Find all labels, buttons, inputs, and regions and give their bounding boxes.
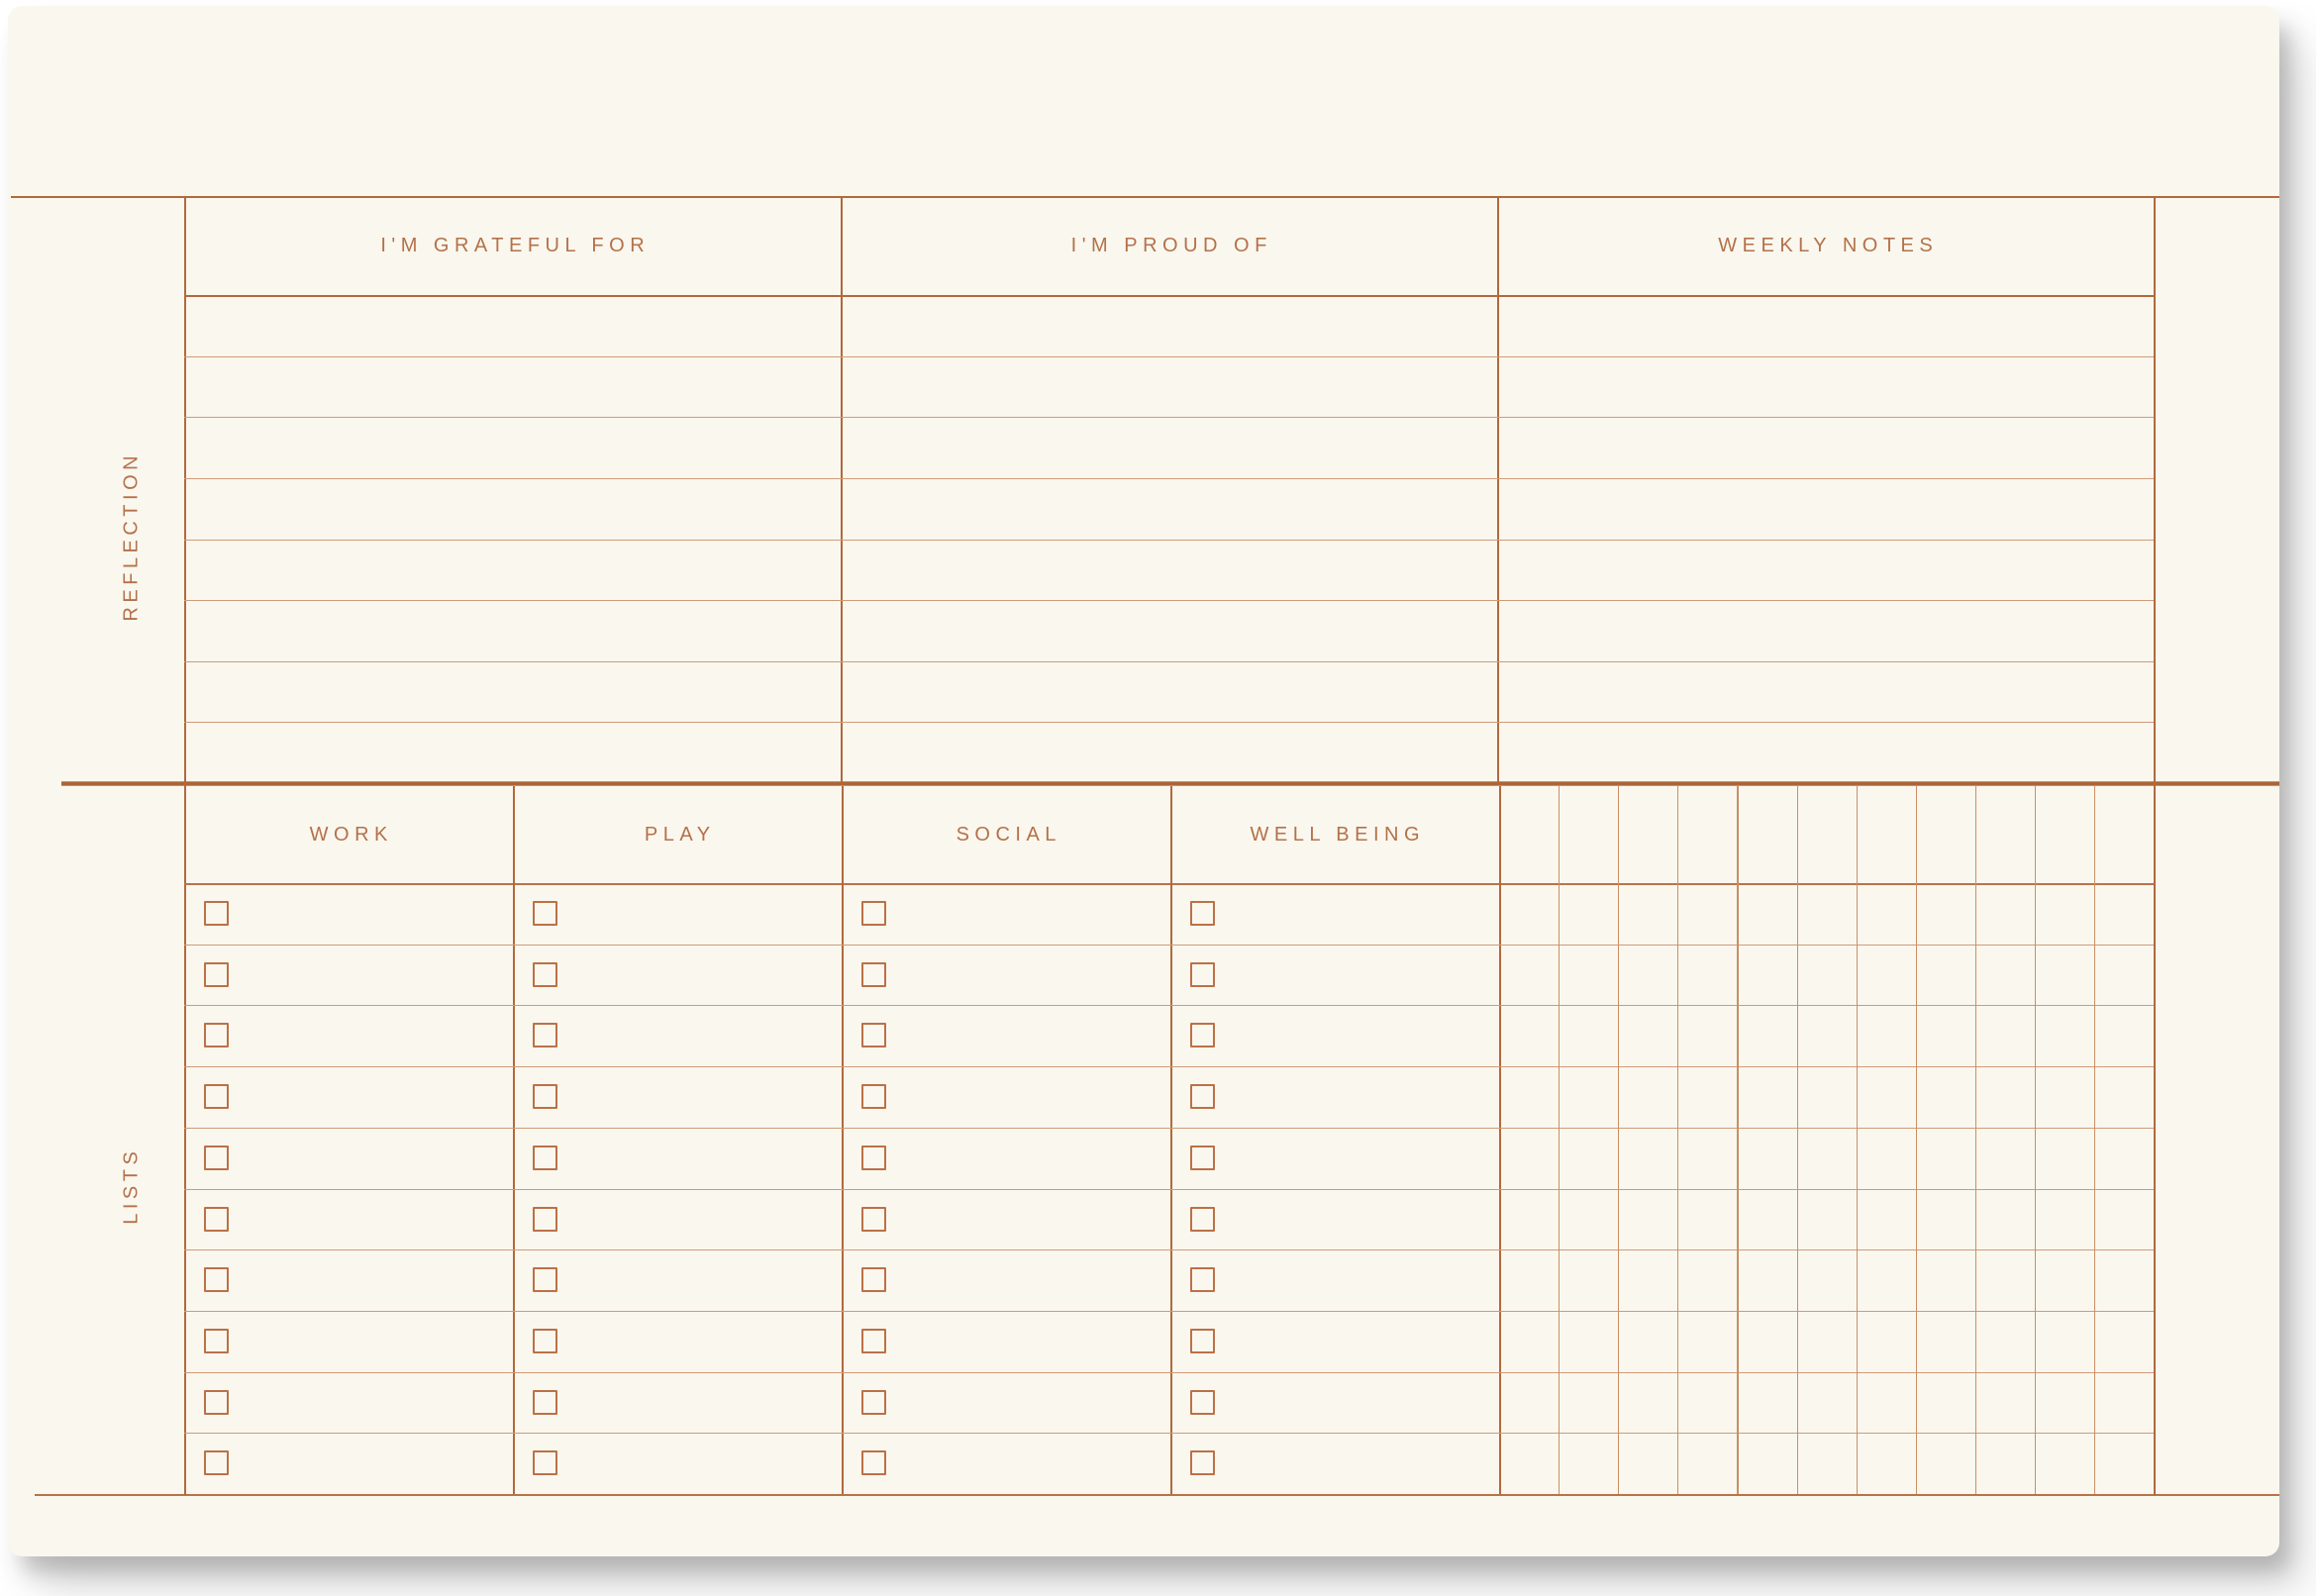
checkbox-social-row-9[interactable]: [861, 1390, 886, 1415]
checkbox-social-row-2[interactable]: [861, 962, 886, 987]
checkbox-play-row-9[interactable]: [533, 1390, 557, 1415]
checkbox-social-row-8[interactable]: [861, 1329, 886, 1353]
checkbox-work-row-5[interactable]: [204, 1146, 229, 1170]
lists-row-rule: [184, 1311, 2154, 1312]
checkbox-work-row-8[interactable]: [204, 1329, 229, 1353]
lists-row-rule: [184, 1128, 2154, 1129]
checkbox-play-row-8[interactable]: [533, 1329, 557, 1353]
checkbox-well-being-row-8[interactable]: [1190, 1329, 1215, 1353]
checkbox-work-row-3[interactable]: [204, 1023, 229, 1047]
checkbox-well-being-row-10[interactable]: [1190, 1450, 1215, 1475]
reflection-row-rule: [184, 356, 2154, 357]
proud-column-header: I'M PROUD OF: [1070, 234, 1272, 256]
habit-grid-line: [1857, 786, 1858, 1494]
checkbox-work-row-1[interactable]: [204, 901, 229, 926]
habit-grid-line: [1916, 786, 1917, 1494]
table-right-border: [2154, 196, 2156, 1495]
grateful-column-header: I'M GRATEFUL FOR: [380, 234, 651, 256]
checkbox-work-row-4[interactable]: [204, 1084, 229, 1109]
checkbox-well-being-row-6[interactable]: [1190, 1207, 1215, 1232]
lists-row-rule: [184, 1249, 2154, 1250]
checkbox-play-row-1[interactable]: [533, 901, 557, 926]
checkbox-social-row-1[interactable]: [861, 901, 886, 926]
lists-column-divider-3: [1170, 786, 1172, 1494]
lists-row-rule: [184, 1372, 2154, 1373]
checkbox-well-being-row-7[interactable]: [1190, 1267, 1215, 1292]
bottom-rule: [35, 1494, 2279, 1496]
habit-grid-line: [1975, 786, 1976, 1494]
lists-section-label: LISTS: [120, 1147, 143, 1225]
checkbox-well-being-row-9[interactable]: [1190, 1390, 1215, 1415]
lists-row-rule: [184, 1005, 2154, 1006]
reflection-row-rule: [184, 478, 2154, 479]
checkbox-play-row-10[interactable]: [533, 1450, 557, 1475]
lists-row-rule: [184, 945, 2154, 946]
work-column-header: WORK: [309, 823, 393, 846]
habit-grid-line: [1797, 786, 1798, 1494]
habit-grid-line: [2094, 786, 2095, 1494]
habit-grid-line: [2035, 786, 2036, 1494]
play-column-header: PLAY: [644, 823, 716, 846]
checkbox-work-row-6[interactable]: [204, 1207, 229, 1232]
habit-grid-line: [1677, 786, 1678, 1494]
checkbox-social-row-7[interactable]: [861, 1267, 886, 1292]
checkbox-work-row-9[interactable]: [204, 1390, 229, 1415]
reflection-row-rule: [184, 600, 2154, 601]
checkbox-well-being-row-2[interactable]: [1190, 962, 1215, 987]
lists-column-divider-2: [842, 786, 844, 1494]
checkbox-play-row-5[interactable]: [533, 1146, 557, 1170]
checkbox-play-row-2[interactable]: [533, 962, 557, 987]
checkbox-play-row-6[interactable]: [533, 1207, 557, 1232]
lists-header-bottom-rule: [184, 883, 2154, 885]
checkbox-social-row-6[interactable]: [861, 1207, 886, 1232]
checkbox-well-being-row-5[interactable]: [1190, 1146, 1215, 1170]
checkbox-work-row-7[interactable]: [204, 1267, 229, 1292]
checkbox-well-being-row-3[interactable]: [1190, 1023, 1215, 1047]
habit-grid-line: [1737, 786, 1738, 1494]
checkbox-well-being-row-4[interactable]: [1190, 1084, 1215, 1109]
well-being-column-header: WELL BEING: [1250, 823, 1425, 846]
reflection-header-bottom-rule: [184, 295, 2154, 297]
checkbox-social-row-3[interactable]: [861, 1023, 886, 1047]
reflection-row-rule: [184, 722, 2154, 723]
checkbox-social-row-4[interactable]: [861, 1084, 886, 1109]
weekly-notes-column-header: WEEKLY NOTES: [1718, 234, 1939, 256]
checkbox-work-row-10[interactable]: [204, 1450, 229, 1475]
checkbox-play-row-4[interactable]: [533, 1084, 557, 1109]
social-column-header: SOCIAL: [956, 823, 1061, 846]
lists-row-rule: [184, 1433, 2154, 1434]
checkbox-work-row-2[interactable]: [204, 962, 229, 987]
reflection-row-rule: [184, 417, 2154, 418]
checkbox-social-row-10[interactable]: [861, 1450, 886, 1475]
habit-grid-left-border: [1499, 786, 1501, 1494]
planner-page: [8, 6, 2279, 1556]
reflection-section-label: REFLECTION: [120, 450, 143, 622]
checkbox-play-row-7[interactable]: [533, 1267, 557, 1292]
checkbox-social-row-5[interactable]: [861, 1146, 886, 1170]
lists-row-rule: [184, 1066, 2154, 1067]
reflection-row-rule: [184, 540, 2154, 541]
lists-row-rule: [184, 1189, 2154, 1190]
checkbox-play-row-3[interactable]: [533, 1023, 557, 1047]
habit-grid-line: [1618, 786, 1619, 1494]
reflection-row-rule: [184, 661, 2154, 662]
habit-grid-line: [1559, 786, 1560, 1494]
lists-column-divider-1: [513, 786, 515, 1494]
checkbox-well-being-row-1[interactable]: [1190, 901, 1215, 926]
